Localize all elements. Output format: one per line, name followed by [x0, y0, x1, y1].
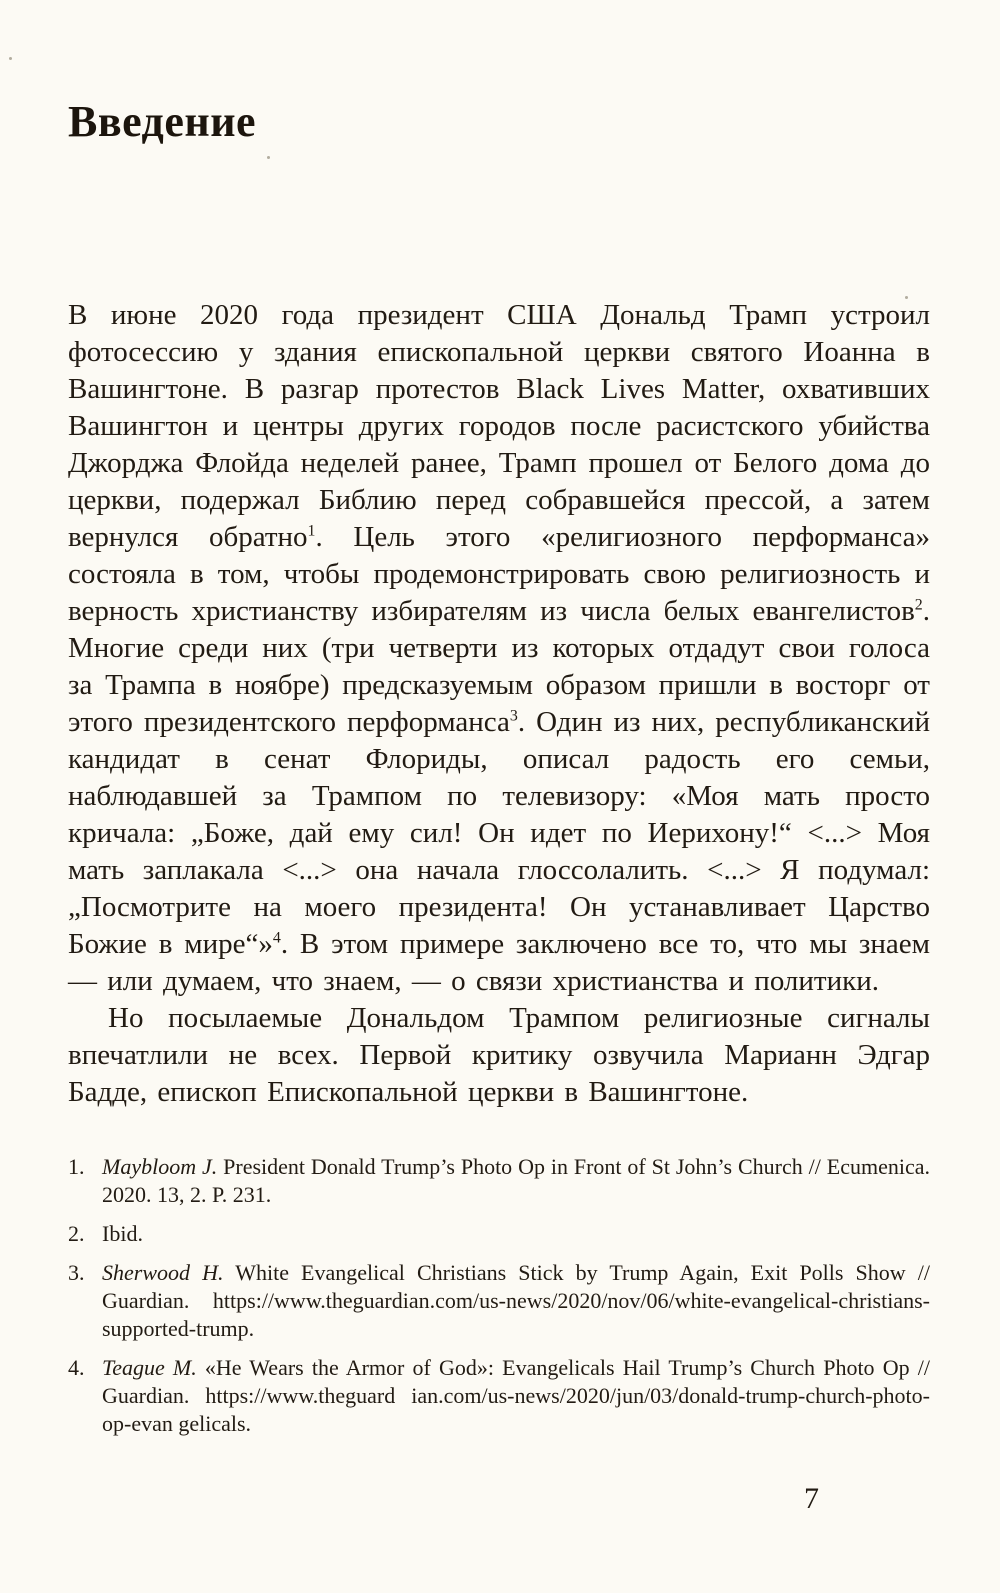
footnote-text — [102, 1354, 930, 1438]
page-number: 7 — [804, 1482, 819, 1515]
page-title: Введение — [68, 97, 257, 146]
paragraph — [68, 1000, 930, 1111]
text-segment: Но посылаемые Дональдом Трампом религиозные сигналы впечатлили не всех. Первой критику озвучила Марианн Эдгар Бадде, епископ Епископальной церкви в Вашингтоне. — [68, 1002, 930, 1108]
text-segment: . Многие среди них (три четверти из которых отдадут свои голоса за Трампа в ноябре) предсказуемым образом пришли в восторг от этого президентского перформанса — [68, 595, 930, 738]
scan-speck — [267, 156, 270, 159]
footnote-marker: 2 — [914, 596, 923, 614]
footnote — [68, 1220, 930, 1248]
footnote — [68, 1153, 930, 1209]
footnotes — [68, 1153, 930, 1438]
footnote-text — [102, 1259, 930, 1343]
footnote-number: 1. — [68, 1154, 85, 1179]
scan-speck — [9, 57, 12, 60]
text-segment: White Evangelical Christians Stick by Trump Again, Exit Polls Show // Guardian. https://www.theguardian.com/us-news/2020/nov/06/white-evangelical-christians-supported-trump. — [102, 1260, 931, 1341]
footnote-number: 3. — [68, 1260, 85, 1285]
footnote-number: 4. — [68, 1355, 85, 1380]
text-segment: В июне 2020 года президент США Дональд Трамп устроил фотосессию у здания епископальной церкви святого Иоанна в Вашингтоне. В разгар протестов Black Lives Matter, охвативших Вашингтон и центры других городов после расистского убийства Джорджа Флойда неделей ранее, Трамп прошел от Белого дома до церкви, подержал Библию перед собравшейся прессой, а затем вернулся обратно — [68, 299, 930, 553]
footnote-number: 2. — [68, 1221, 85, 1246]
footnote — [68, 1259, 930, 1343]
text-segment: . Один из них, республиканский кандидат в сенат Флориды, описал радость его семьи, наблюдавшей за Трампом по телевизору: «Моя мать просто кричала: „Боже, дай ему сил! Он идет по Иерихону!“ <...> Моя мать заплакала <...> она начала глоссолалить. <...> Я подумал: „Посмотрите на моего президента! Он устанавливает Царство Божие в мире“» — [68, 706, 930, 960]
paragraph — [68, 297, 930, 1000]
scan-speck — [905, 296, 908, 299]
text-segment: «He Wears the Armor of God»: Evangelicals Hail Trump’s Church Photo Op // Guardian. https://www.theguard ian.com/us-news/2020/jun/03/donald-trump-church-photo-op-evan gelicals. — [102, 1355, 930, 1436]
text-segment: Teague M. — [102, 1355, 197, 1380]
footnote — [68, 1354, 930, 1438]
text-segment: Sherwood H. — [102, 1260, 224, 1285]
text-segment: Maybloom J. — [102, 1154, 218, 1179]
footnote-marker: 1 — [307, 522, 316, 540]
footnote-marker: 4 — [272, 929, 281, 947]
text-segment: Ibid. — [102, 1221, 143, 1246]
footnote-text — [102, 1220, 930, 1248]
footnote-text — [102, 1153, 930, 1209]
text-segment: . Цель этого «религиозного перформанса» состояла в том, чтобы продемонстрировать свою религиозность и верность христианству избирателям из числа белых евангелистов — [68, 521, 931, 627]
body-text — [68, 297, 930, 1111]
text-segment: . В этом примере заключено все то, что мы знаем — или думаем, что знаем, — о связи христианства и политики. — [68, 928, 930, 997]
text-segment: President Donald Trump’s Photo Op in Front of St John’s Church // Ecumenica. 2020. 13, 2. P. 231. — [102, 1154, 930, 1207]
footnote-marker: 3 — [509, 707, 518, 725]
